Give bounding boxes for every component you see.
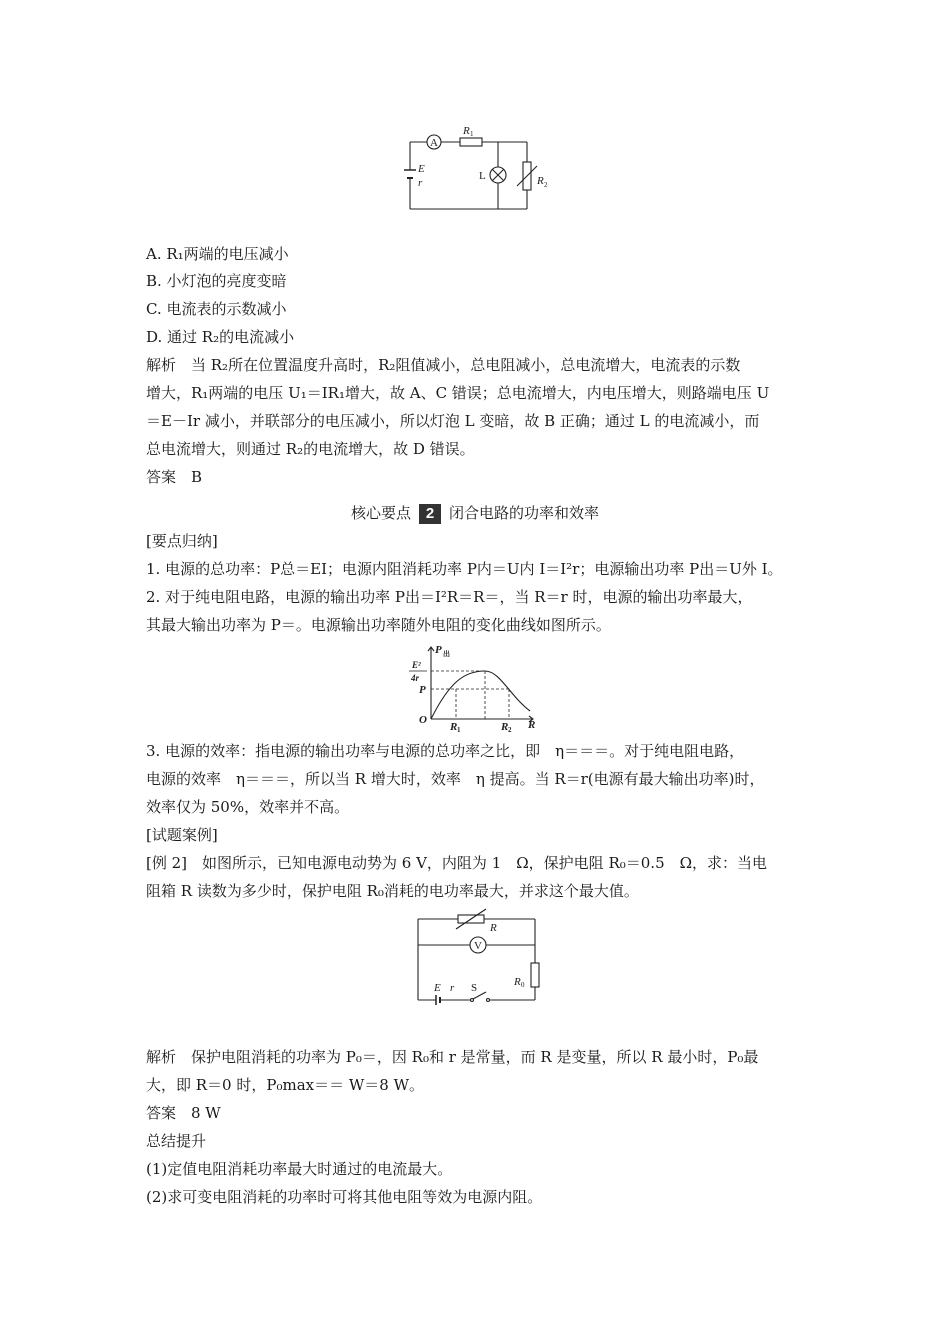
internal-resistance-label: r: [418, 177, 423, 189]
r1-label: R: [463, 125, 470, 137]
analysis-2-line-2: 大，即 R＝0 时，P₀max＝＝ W＝8 W。: [146, 1076, 425, 1094]
circuit-diagram-1: [400, 120, 560, 215]
option-c: C. 电流表的示数减小: [146, 300, 287, 318]
ammeter-label: A: [430, 137, 438, 149]
summary-item-1: (1)定值电阻消耗功率最大时通过的电流最大。: [146, 1160, 453, 1178]
r2-label: R: [537, 175, 544, 187]
graph-x-tick-r1-subscript: 1: [457, 726, 461, 733]
efficiency-line-1: 3. 电源的效率：指电源的输出功率与电源的总功率之比，即 η＝＝＝。对于纯电阻电路，: [146, 742, 745, 760]
analysis-2-line-1: 解析 保护电阻消耗的功率为 P₀＝，因 R₀和 r 是常量，而 R 是变量，所以 R 最小时，P₀最: [146, 1048, 759, 1066]
circuit-2-svg: [408, 907, 548, 1007]
answer-1: 答案 B: [146, 468, 203, 486]
summary-item-2: (2)求可变电阻消耗的功率时可将其他电阻等效为电源内阻。: [146, 1188, 543, 1206]
emf-label: E: [418, 163, 425, 175]
output-power-graph: [395, 641, 545, 733]
case-heading: [试题案例]: [146, 826, 218, 844]
r2-subscript: 2: [544, 181, 548, 189]
section-title: 闭合电路的功率和效率: [449, 504, 600, 522]
rheostat-label: R: [490, 922, 497, 934]
graph-x-tick-r1: R: [450, 721, 458, 733]
point-2-line-1: 2. 对于纯电阻电路，电源的输出功率 P出＝I²R＝R＝，当 R＝r 时，电源的输出功率最大，: [146, 588, 753, 606]
graph-origin: O: [419, 714, 427, 726]
option-a: A. R₁两端的电压减小: [146, 245, 289, 263]
internal-resistance-2-label: r: [450, 982, 455, 994]
answer-2: 答案 8 W: [146, 1104, 221, 1122]
efficiency-line-2: 电源的效率 η＝＝＝，所以当 R 增大时，效率 η 提高。当 R＝r(电源有最大输出功率)时，: [146, 770, 765, 788]
efficiency-line-3: 效率仅为 50%，效率并不高。: [146, 798, 350, 816]
analysis-1-line-4: 总电流增大，则通过 R₂的电流增大，故 D 错误。: [146, 440, 475, 458]
graph-y-tick-p: P: [419, 684, 426, 696]
section-number-badge: 2: [419, 504, 441, 524]
section-heading: [0, 502, 950, 524]
summary-heading: [要点归纳]: [146, 532, 218, 550]
lamp-label: L: [479, 170, 486, 182]
summary-title: 总结提升: [146, 1132, 207, 1150]
analysis-1-line-3: ＝E－Ir 减小，并联部分的电压减小，所以灯泡 L 变暗，故 B 正确；通过 L 的电流减小，而: [146, 412, 760, 430]
example-2-line-1: [例 2] 如图所示，已知电源电动势为 6 V，内阻为 1 Ω，保护电阻 R₀＝0.5 Ω，求：当电: [146, 854, 768, 872]
option-b: B. 小灯泡的亮度变暗: [146, 272, 287, 290]
circuit-diagram-2: [408, 907, 548, 1007]
output-power-graph-svg: [395, 641, 545, 733]
graph-y-tick-max-denominator: 4r: [411, 673, 420, 683]
emf-2-label: E: [434, 982, 441, 994]
graph-y-label: P: [435, 644, 442, 656]
point-1: 1. 电源的总功率：P总＝EI；电源内阻消耗功率 P内＝U内 I＝I²r；电源输出功率 P出＝U外 I。: [146, 560, 783, 578]
option-d: D. 通过 R₂的电流减小: [146, 328, 295, 346]
example-2-line-2: 阻箱 R 读数为多少时，保护电阻 R₀消耗的电功率最大，并求这个最大值。: [146, 882, 639, 900]
graph-y-tick-max-numerator: E²: [412, 660, 421, 670]
graph-y-label-subscript: 出: [443, 650, 450, 658]
r1-subscript: 1: [470, 130, 474, 138]
voltmeter-label: V: [474, 940, 482, 952]
r0-label: R: [514, 976, 521, 988]
section-prefix: 核心要点: [350, 504, 411, 522]
analysis-1-line-1: 解析 当 R₂所在位置温度升高时，R₂阻值减小，总电阻减小，总电流增大，电流表的示数: [146, 356, 741, 374]
graph-x-tick-r2-subscript: 2: [508, 726, 512, 733]
graph-x-label: R: [528, 719, 536, 731]
circuit-1-svg: [400, 120, 560, 215]
point-2-line-2: 其最大输出功率为 P＝。电源输出功率随外电阻的变化曲线如图所示。: [146, 616, 611, 634]
switch-label: S: [471, 982, 478, 994]
r0-subscript: 0: [521, 981, 525, 989]
analysis-1-line-2: 增大，R₁两端的电压 U₁＝IR₁增大，故 A、C 错误；总电流增大，内电压增大，则路端电压 U: [146, 384, 770, 402]
graph-x-tick-r2: R: [501, 721, 509, 733]
